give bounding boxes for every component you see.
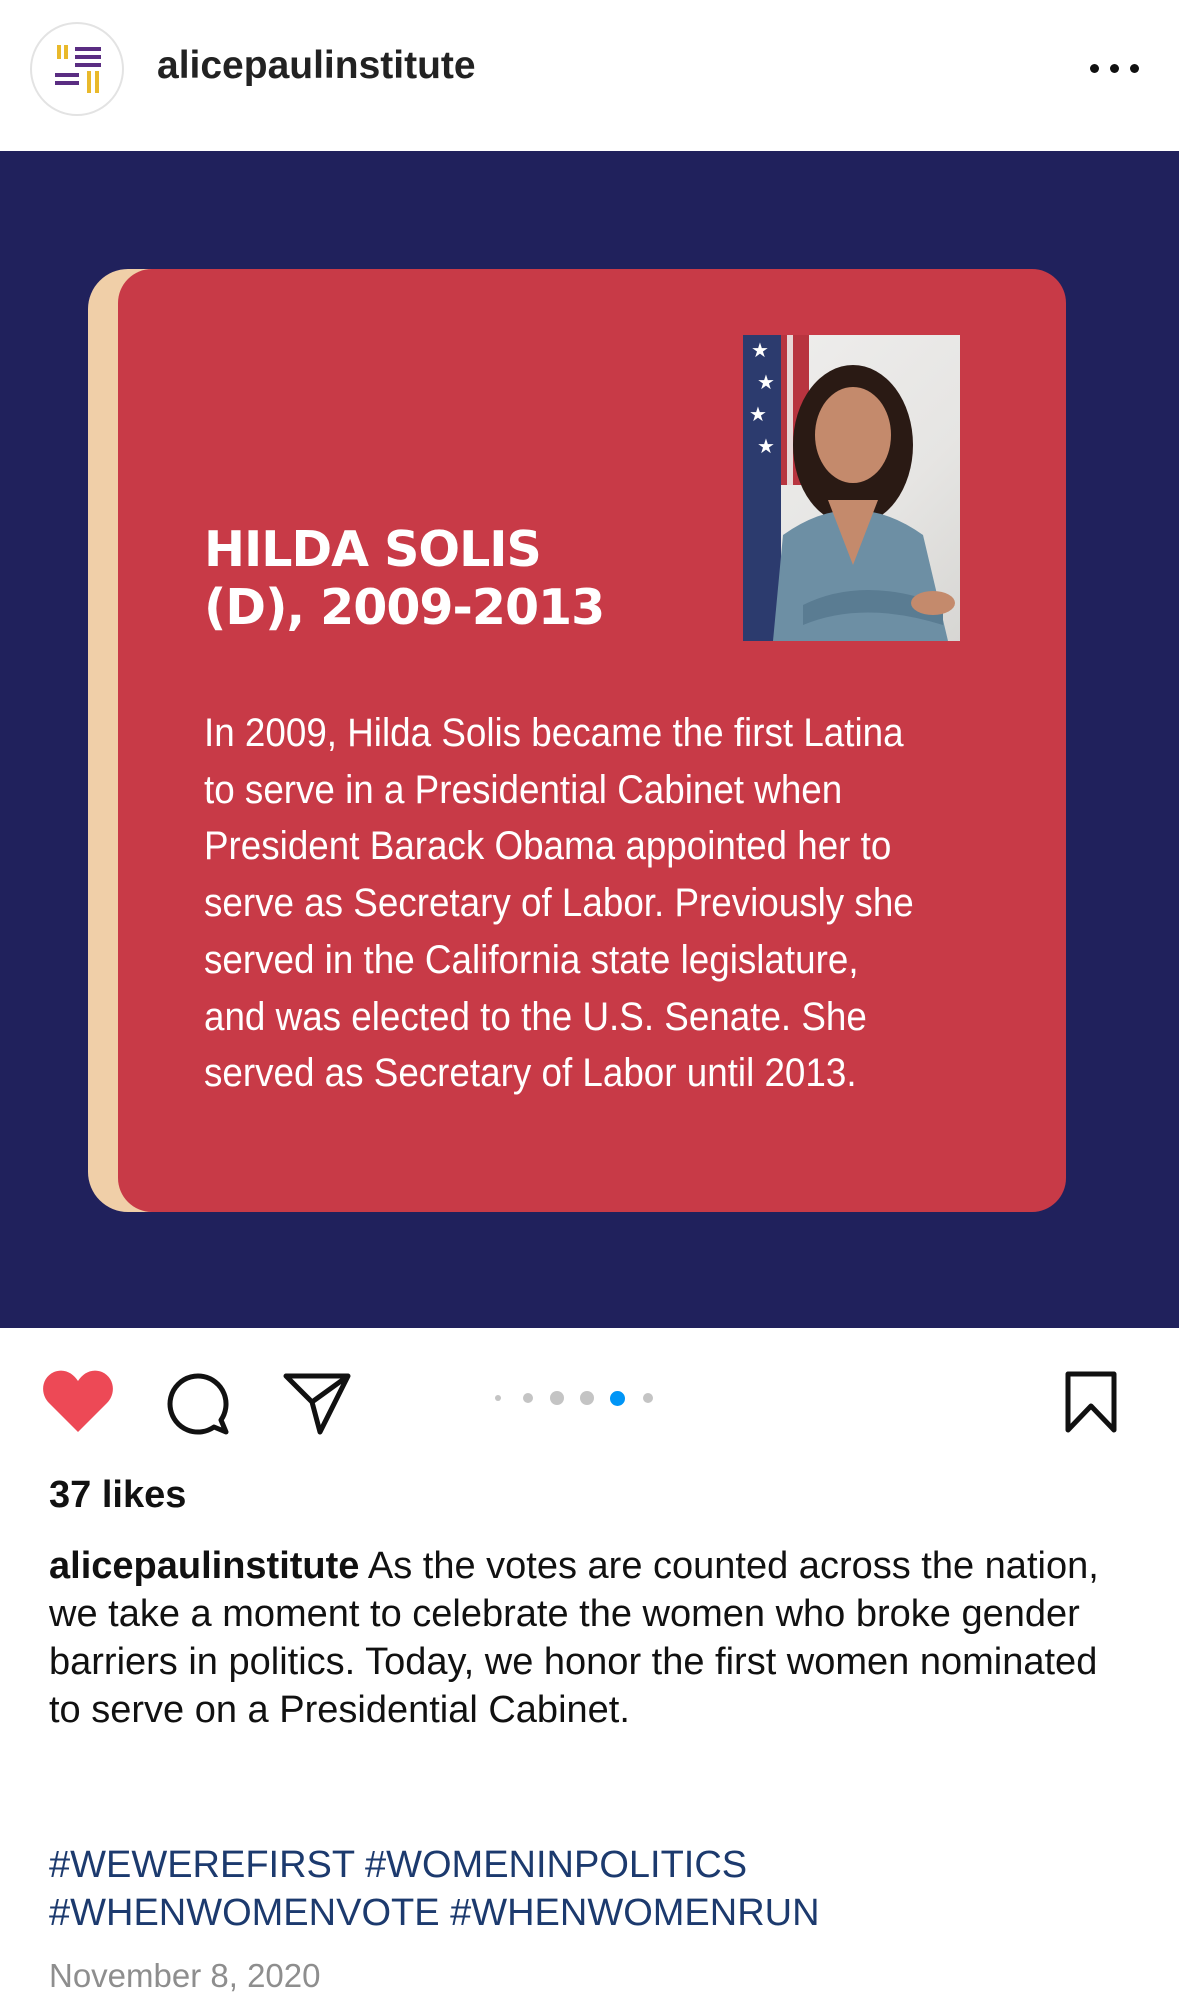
svg-text:★: ★	[757, 372, 775, 394]
comment-icon[interactable]	[164, 1370, 230, 1436]
bookmark-icon[interactable]	[1062, 1370, 1120, 1434]
carousel-dot	[643, 1393, 653, 1403]
carousel-dot	[495, 1395, 501, 1401]
hashtags	[49, 1841, 1149, 1937]
info-card	[118, 269, 1066, 1212]
caption-text: As the votes are counted across the nation, we take a moment to celebrate the women who broke gender barriers in politics. Today, we honor the first women nominated to serve on a Presidential Cabinet.	[49, 1545, 1099, 1731]
portrait-photo	[743, 335, 960, 641]
carousel-dot	[550, 1391, 564, 1405]
hashtag-line[interactable]: #WEWEREFIRST #WOMENINPOLITICS	[49, 1844, 748, 1886]
post-header	[0, 0, 1179, 150]
carousel-dot	[523, 1393, 533, 1403]
svg-text:★: ★	[749, 404, 767, 426]
body-line: served in the California state legislature,	[204, 937, 859, 982]
heading-term: (D), 2009-2013	[204, 579, 605, 636]
portrait-illustration	[743, 335, 960, 641]
more-horizontal-icon[interactable]	[1085, 50, 1145, 90]
alice-paul-institute-logo-icon	[49, 41, 107, 99]
carousel-indicator	[495, 1387, 665, 1407]
caption-username[interactable]: alicepaulinstitute	[49, 1545, 360, 1587]
body-line: President Barack Obama appointed her to	[204, 824, 892, 869]
body-line: served as Secretary of Labor until 2013.	[204, 1051, 857, 1096]
card-body-text	[204, 705, 931, 1102]
heart-filled-icon[interactable]	[42, 1368, 114, 1434]
profile-avatar[interactable]	[30, 22, 124, 116]
post-caption	[49, 1542, 1139, 1734]
card-heading	[204, 521, 604, 637]
post-image[interactable]	[0, 151, 1179, 1328]
svg-text:★: ★	[757, 436, 775, 458]
body-line: In 2009, Hilda Solis became the first Latina	[204, 711, 904, 755]
carousel-dot	[580, 1391, 594, 1405]
carousel-dot-active	[610, 1391, 625, 1406]
body-line: to serve in a Presidential Cabinet when	[204, 767, 843, 812]
body-line: serve as Secretary of Labor. Previously she	[204, 881, 914, 926]
heading-name: HILDA SOLIS	[204, 521, 541, 578]
post-date: November 8, 2020	[49, 1957, 321, 1994]
svg-text:★: ★	[751, 340, 769, 362]
body-line: and was elected to the U.S. Senate. She	[204, 994, 867, 1039]
paper-plane-icon[interactable]	[282, 1370, 352, 1436]
post-username[interactable]: alicepaulinstitute	[157, 44, 476, 87]
likes-count[interactable]: 37 likes	[49, 1474, 187, 1516]
hashtag-line[interactable]: #WHENWOMENVOTE #WHENWOMENRUN	[49, 1892, 820, 1934]
